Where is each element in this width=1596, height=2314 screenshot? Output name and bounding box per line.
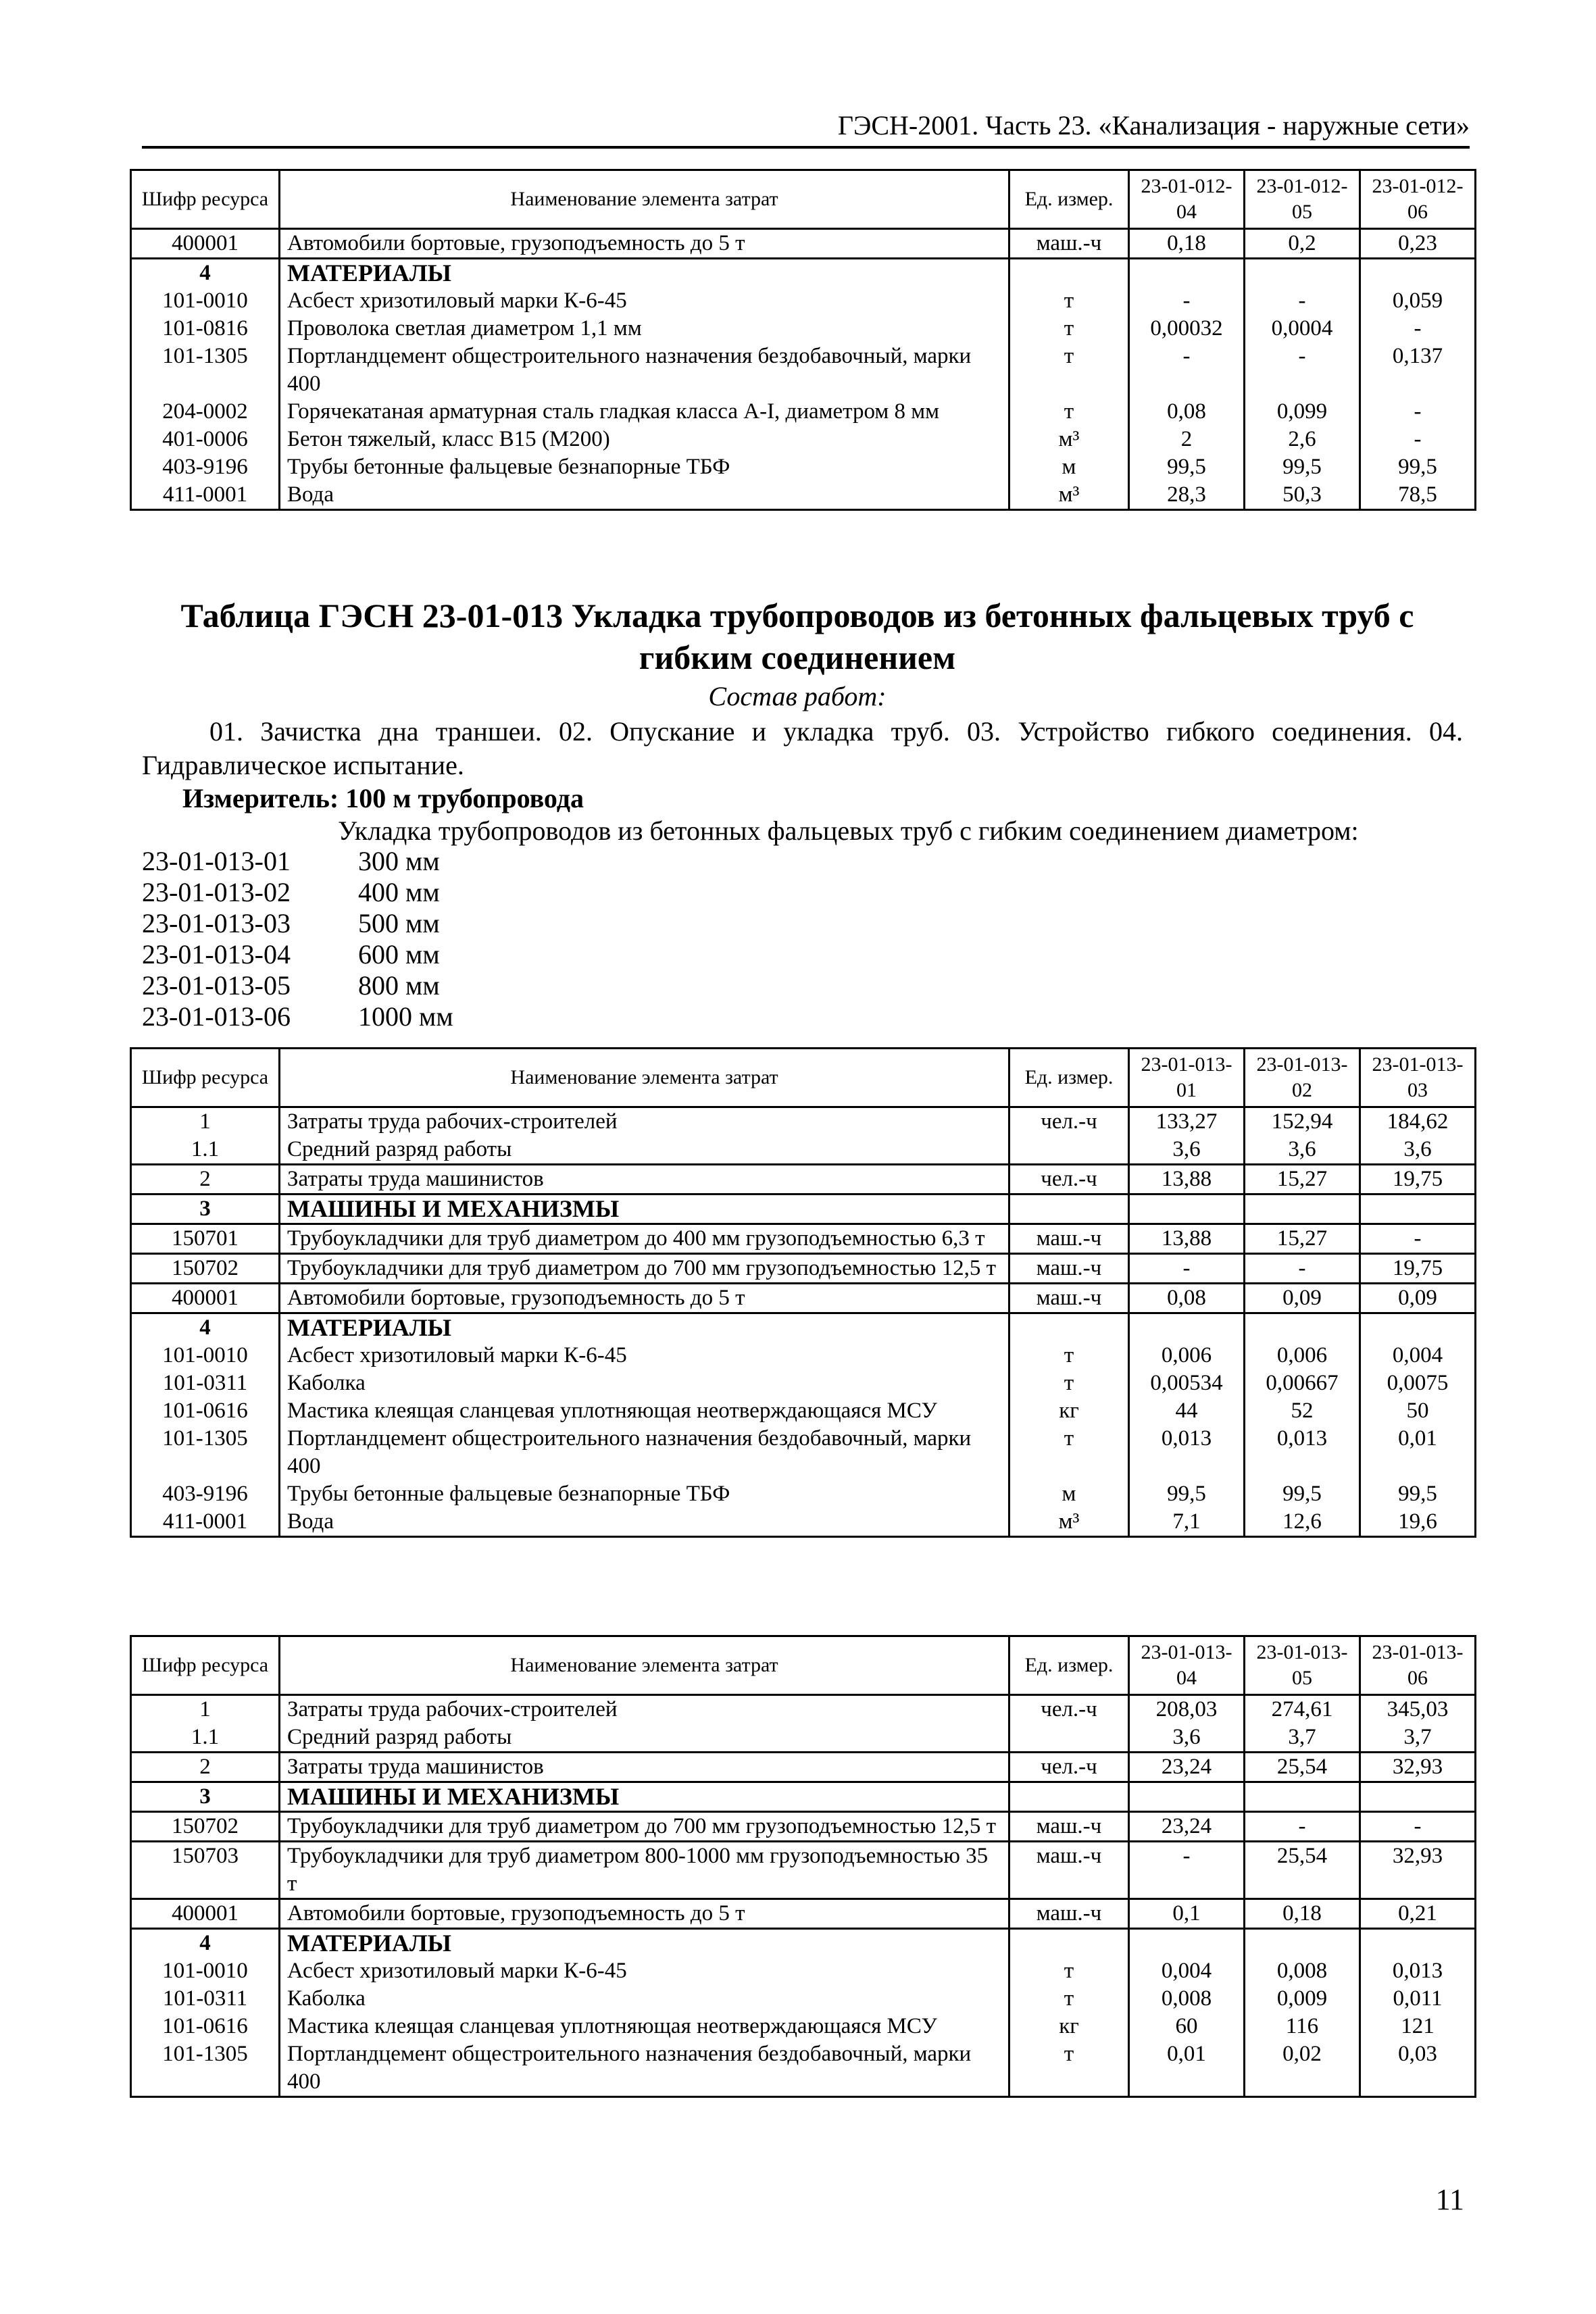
col-header-c1: 23-01-013-04 [1129,1636,1245,1695]
cell-value-3: 0,23 [1360,229,1476,259]
cost-table-013-a [130,1047,1476,1538]
cell-value-3: 32,93 [1360,1753,1476,1782]
cell-value-1 [1129,1313,1245,1342]
cell-value-2: 99,5 [1245,1480,1360,1508]
cell-unit: м³ [1009,481,1129,510]
cell-value-1: 13,88 [1129,1224,1245,1254]
col-header-code: Шифр ресурса [131,1636,280,1695]
price-item-diameter: 500 мм [358,908,440,938]
cell-value-2: 274,61 [1245,1695,1360,1724]
cell-unit: маш.-ч [1009,1842,1129,1899]
cell-unit: маш.-ч [1009,1224,1129,1254]
cell-value-1: - [1129,1254,1245,1284]
cell-value-1: 99,5 [1129,453,1245,481]
cell-code: 204-0002 [131,398,280,426]
cell-name: Портландцемент общестроительного назначения бездобавочный, марки 400 [280,343,1009,398]
price-list-item [142,846,453,877]
cell-value-3 [1360,1929,1476,1958]
cell-unit: т [1009,343,1129,398]
cell-unit: т [1009,398,1129,426]
cell-unit: т [1009,1369,1129,1397]
cell-code: 2 [131,1165,280,1194]
cell-value-2 [1245,1194,1360,1224]
cell-value-3: 0,03 [1360,2040,1476,2097]
cell-value-3: 32,93 [1360,1842,1476,1899]
cell-value-3: - [1360,1812,1476,1842]
cell-value-2 [1245,1782,1360,1812]
table-row [131,287,1476,315]
cell-code: 1.1 [131,1136,280,1165]
cell-unit: чел.-ч [1009,1753,1129,1782]
cell-name: Бетон тяжелый, класс В15 (М200) [280,426,1009,453]
cell-unit: т [1009,1342,1129,1369]
cell-value-3: 121 [1360,2013,1476,2040]
cell-value-3: 0,0075 [1360,1369,1476,1397]
cell-value-3: 0,059 [1360,287,1476,315]
table-row [131,259,1476,288]
cell-value-2: 0,009 [1245,1985,1360,2013]
cell-value-2: 0,02 [1245,2040,1360,2097]
price-item-diameter: 800 мм [358,970,440,1001]
cell-value-3: 0,09 [1360,1284,1476,1313]
cell-name: Затраты труда машинистов [280,1753,1009,1782]
price-item-diameter: 1000 мм [358,1001,453,1032]
cell-unit [1009,1136,1129,1165]
cell-value-1: 7,1 [1129,1508,1245,1537]
cell-name: Вода [280,481,1009,510]
cell-value-3: - [1360,315,1476,343]
cell-value-3: 99,5 [1360,1480,1476,1508]
cell-value-1 [1129,1194,1245,1224]
cell-unit: маш.-ч [1009,1812,1129,1842]
cell-value-2: 25,54 [1245,1753,1360,1782]
cell-unit [1009,1194,1129,1224]
cell-value-2: - [1245,1254,1360,1284]
cell-value-1 [1129,259,1245,288]
price-list [142,846,453,1032]
cell-value-1: 99,5 [1129,1480,1245,1508]
cell-value-2: 99,5 [1245,453,1360,481]
col-header-c3: 23-01-013-06 [1360,1636,1476,1695]
price-item-code: 23-01-013-04 [142,939,291,970]
cell-code: 101-0010 [131,287,280,315]
cell-name: Средний разряд работы [280,1136,1009,1165]
cell-unit: маш.-ч [1009,1254,1129,1284]
cell-name: Трубоукладчики для труб диаметром 800-1000 мм грузоподъемностью 35 т [280,1842,1009,1899]
cell-value-1: 0,00032 [1129,315,1245,343]
header-rule [142,146,1470,149]
cell-name: Каболка [280,1369,1009,1397]
cell-code: 101-0311 [131,1985,280,2013]
cell-code: 150702 [131,1812,280,1842]
cell-code: 101-0816 [131,315,280,343]
cell-code: 400001 [131,229,280,259]
cell-value-1: 3,6 [1129,1136,1245,1165]
cell-code: 101-1305 [131,1425,280,1480]
cell-value-3: - [1360,398,1476,426]
cell-value-3: 0,013 [1360,1957,1476,1985]
cell-unit: т [1009,1425,1129,1480]
cell-value-1: 0,18 [1129,229,1245,259]
cell-value-2 [1245,259,1360,288]
cell-value-2: - [1245,287,1360,315]
cell-value-2: 25,54 [1245,1842,1360,1899]
cell-value-2: 0,013 [1245,1425,1360,1480]
col-header-c1: 23-01-012-04 [1129,170,1245,229]
cell-unit: м³ [1009,426,1129,453]
page-number: 11 [1435,2183,1464,2216]
price-item-diameter: 600 мм [358,939,440,970]
price-item-code: 23-01-013-03 [142,908,291,938]
cell-value-1: 3,6 [1129,1724,1245,1753]
col-header-name: Наименование элемента затрат [280,1636,1009,1695]
table-row [131,1254,1476,1284]
cell-value-2: 0,09 [1245,1284,1360,1313]
cell-value-1: - [1129,1842,1245,1899]
price-list-item [142,970,453,1001]
cell-value-2: 0,00667 [1245,1369,1360,1397]
table-row [131,1985,1476,2013]
cell-unit [1009,1929,1129,1958]
cell-unit: чел.-ч [1009,1695,1129,1724]
price-item-diameter: 300 мм [358,846,440,876]
cell-code: 101-0616 [131,2013,280,2040]
col-header-unit: Ед. измер. [1009,170,1129,229]
cell-value-2: 0,008 [1245,1957,1360,1985]
col-header-unit: Ед. измер. [1009,1636,1129,1695]
cell-value-3 [1360,1782,1476,1812]
table-row [131,398,1476,426]
price-item-code: 23-01-013-05 [142,970,291,1001]
cell-name: Трубоукладчики для труб диаметром до 700 мм грузоподъемностью 12,5 т [280,1812,1009,1842]
cell-code: 3 [131,1194,280,1224]
table-row [131,426,1476,453]
cell-value-3 [1360,259,1476,288]
cell-code: 4 [131,1313,280,1342]
cell-value-3: 184,62 [1360,1107,1476,1136]
cell-name: Асбест хризотиловый марки К-6-45 [280,287,1009,315]
cell-value-3: 0,011 [1360,1985,1476,2013]
cell-value-2: 3,6 [1245,1136,1360,1165]
cell-value-2: 15,27 [1245,1165,1360,1194]
cell-value-3: 0,01 [1360,1425,1476,1480]
price-list-item [142,1001,453,1032]
cell-unit [1009,1782,1129,1812]
cell-value-3 [1360,1194,1476,1224]
cell-value-2: 12,6 [1245,1508,1360,1537]
cell-value-2 [1245,1929,1360,1958]
cell-code: 1.1 [131,1724,280,1753]
col-header-name: Наименование элемента затрат [280,170,1009,229]
table-row [131,1107,1476,1136]
cell-value-1: 208,03 [1129,1695,1245,1724]
cell-value-1: 13,88 [1129,1165,1245,1194]
table-row [131,1397,1476,1425]
price-list-item [142,908,453,939]
cell-value-1: 0,006 [1129,1342,1245,1369]
cell-code: 3 [131,1782,280,1812]
cell-value-1: 0,00534 [1129,1369,1245,1397]
cell-code: 403-9196 [131,453,280,481]
cell-name: Мастика клеящая сланцевая уплотняющая неотверждающаяся МСУ [280,1397,1009,1425]
cell-code: 101-1305 [131,343,280,398]
cell-unit: чел.-ч [1009,1107,1129,1136]
cell-name: МАТЕРИАЛЫ [280,259,1009,288]
cell-name: Вода [280,1508,1009,1537]
cell-name: Автомобили бортовые, грузоподъемность до 5 т [280,1284,1009,1313]
cell-name: Каболка [280,1985,1009,2013]
cell-name: Портландцемент общестроительного назначения бездобавочный, марки 400 [280,1425,1009,1480]
cell-name: Горячекатаная арматурная сталь гладкая класса А-I, диаметром 8 мм [280,398,1009,426]
cell-code: 101-1305 [131,2040,280,2097]
price-item-diameter: 400 мм [358,877,440,907]
cell-name: Автомобили бортовые, грузоподъемность до 5 т [280,1899,1009,1929]
table-header-row [131,170,1476,229]
cell-value-2: 116 [1245,2013,1360,2040]
cell-code: 101-0616 [131,1397,280,1425]
cell-code: 403-9196 [131,1480,280,1508]
table-row [131,1224,1476,1254]
cell-value-1: 0,004 [1129,1957,1245,1985]
cell-value-1: 0,01 [1129,2040,1245,2097]
cell-name: Портландцемент общестроительного назначения бездобавочный, марки 400 [280,2040,1009,2097]
price-list-intro: Укладка трубопроводов из бетонных фальцевых труб с гибким соединением диаметром: [338,815,1359,846]
cell-name: Автомобили бортовые, грузоподъемность до 5 т [280,229,1009,259]
table-row [131,1508,1476,1537]
col-header-unit: Ед. измер. [1009,1049,1129,1107]
cell-code: 4 [131,259,280,288]
table-row [131,1369,1476,1397]
cell-name: МАТЕРИАЛЫ [280,1313,1009,1342]
cell-code: 401-0006 [131,426,280,453]
table-row [131,1480,1476,1508]
cell-name: Асбест хризотиловый марки К-6-45 [280,1957,1009,1985]
table-row [131,1842,1476,1899]
cell-value-2: 15,27 [1245,1224,1360,1254]
cell-value-1: 0,008 [1129,1985,1245,2013]
cell-value-1: 44 [1129,1397,1245,1425]
col-header-code: Шифр ресурса [131,1049,280,1107]
cell-value-2 [1245,1313,1360,1342]
price-item-code: 23-01-013-06 [142,1001,291,1032]
cell-unit: маш.-ч [1009,1284,1129,1313]
cell-value-2: 0,2 [1245,229,1360,259]
cell-name: Мастика клеящая сланцевая уплотняющая неотверждающаяся МСУ [280,2013,1009,2040]
cell-value-3: 78,5 [1360,481,1476,510]
cell-unit: т [1009,2040,1129,2097]
cell-unit: м³ [1009,1508,1129,1537]
cell-value-2: 3,7 [1245,1724,1360,1753]
table-row [131,1782,1476,1812]
work-composition-text: 01. Зачистка дна траншеи. 02. Опускание и укладка труб. 03. Устройство гибкого соединения. 04. Гидравлическое испытание. [142,716,1463,780]
cell-value-3: 0,21 [1360,1899,1476,1929]
table-row [131,1957,1476,1985]
col-header-c3: 23-01-012-06 [1360,170,1476,229]
col-header-c2: 23-01-013-05 [1245,1636,1360,1695]
cell-value-3: 19,75 [1360,1165,1476,1194]
cost-table-013-b [130,1635,1476,2098]
cell-code: 400001 [131,1899,280,1929]
cell-name: Трубоукладчики для труб диаметром до 400 мм грузоподъемностью 6,3 т [280,1224,1009,1254]
cell-code: 150702 [131,1254,280,1284]
table-row [131,229,1476,259]
cell-unit: маш.-ч [1009,1899,1129,1929]
cell-value-1: 0,08 [1129,398,1245,426]
cell-value-2: - [1245,1812,1360,1842]
cell-value-1: 0,08 [1129,1284,1245,1313]
cell-value-1: 28,3 [1129,481,1245,510]
table-row [131,1284,1476,1313]
col-header-name: Наименование элемента затрат [280,1049,1009,1107]
cell-unit: маш.-ч [1009,229,1129,259]
cell-value-1 [1129,1929,1245,1958]
cell-code: 101-0311 [131,1369,280,1397]
cell-value-1: 2 [1129,426,1245,453]
table-row [131,1136,1476,1165]
cell-unit: т [1009,315,1129,343]
cell-value-3: 0,004 [1360,1342,1476,1369]
table-row [131,481,1476,510]
cell-value-1: 133,27 [1129,1107,1245,1136]
cell-value-3: - [1360,1224,1476,1254]
cell-value-2: 50,3 [1245,481,1360,510]
cell-unit: т [1009,1957,1129,1985]
cell-value-1: 60 [1129,2013,1245,2040]
table-row [131,1812,1476,1842]
cell-value-1: 0,013 [1129,1425,1245,1480]
cell-name: МАТЕРИАЛЫ [280,1929,1009,1958]
price-item-code: 23-01-013-02 [142,877,291,907]
cell-value-3: 345,03 [1360,1695,1476,1724]
cell-name: Затраты труда машинистов [280,1165,1009,1194]
col-header-c2: 23-01-012-05 [1245,170,1360,229]
cell-code: 400001 [131,1284,280,1313]
section-title: Таблица ГЭСН 23-01-013 Укладка трубопроводов из бетонных фальцевых труб с гибким соединением [180,597,1414,676]
cell-code: 101-0010 [131,1342,280,1369]
table-row [131,1899,1476,1929]
cell-value-1: - [1129,343,1245,398]
cell-value-3: 50 [1360,1397,1476,1425]
cell-value-1: 23,24 [1129,1753,1245,1782]
running-header: ГЭСН-2001. Часть 23. «Канализация - наружные сети» [837,110,1470,141]
cell-code: 4 [131,1929,280,1958]
table-header-row [131,1636,1476,1695]
cell-code: 411-0001 [131,1508,280,1537]
cell-name: Асбест хризотиловый марки К-6-45 [280,1342,1009,1369]
table-row [131,1165,1476,1194]
cell-name: Трубы бетонные фальцевые безнапорные ТБФ [280,1480,1009,1508]
col-header-c1: 23-01-013-01 [1129,1049,1245,1107]
table-row [131,2040,1476,2097]
price-list-item [142,939,453,970]
cell-value-1 [1129,1782,1245,1812]
cell-name: Трубы бетонные фальцевые безнапорные ТБФ [280,453,1009,481]
cell-value-3 [1360,1313,1476,1342]
price-list-item [142,877,453,908]
cell-unit: чел.-ч [1009,1165,1129,1194]
table-row [131,1724,1476,1753]
cell-name: Затраты труда рабочих-строителей [280,1695,1009,1724]
cell-value-1: - [1129,287,1245,315]
cell-unit: м [1009,453,1129,481]
cell-code: 1 [131,1695,280,1724]
cell-unit: т [1009,1985,1129,2013]
cell-value-1: 0,1 [1129,1899,1245,1929]
cell-value-2: 52 [1245,1397,1360,1425]
cell-value-2: - [1245,343,1360,398]
cell-name: Трубоукладчики для труб диаметром до 700 мм грузоподъемностью 12,5 т [280,1254,1009,1284]
table-row [131,2013,1476,2040]
cell-value-3: 3,7 [1360,1724,1476,1753]
col-header-c2: 23-01-013-02 [1245,1049,1360,1107]
cell-value-2: 0,0004 [1245,315,1360,343]
cell-value-3: 99,5 [1360,453,1476,481]
table-row [131,1929,1476,1958]
cell-name: Проволока светлая диаметром 1,1 мм [280,315,1009,343]
table-row [131,1342,1476,1369]
cell-unit [1009,1313,1129,1342]
cell-value-2: 0,006 [1245,1342,1360,1369]
cell-value-2: 2,6 [1245,426,1360,453]
cell-value-3: 19,6 [1360,1508,1476,1537]
cell-code: 150703 [131,1842,280,1899]
cell-unit: т [1009,287,1129,315]
price-item-code: 23-01-013-01 [142,846,291,876]
cell-value-3: - [1360,426,1476,453]
cell-name: МАШИНЫ И МЕХАНИЗМЫ [280,1194,1009,1224]
cell-code: 150701 [131,1224,280,1254]
cost-table-012 [130,169,1476,511]
table-header-row [131,1049,1476,1107]
col-header-code: Шифр ресурса [131,170,280,229]
cell-value-2: 152,94 [1245,1107,1360,1136]
table-row [131,1313,1476,1342]
cell-unit [1009,1724,1129,1753]
cell-code: 1 [131,1107,280,1136]
cell-value-3: 19,75 [1360,1254,1476,1284]
table-row [131,453,1476,481]
cell-value-3: 3,6 [1360,1136,1476,1165]
table-row [131,1194,1476,1224]
cell-name: Затраты труда рабочих-строителей [280,1107,1009,1136]
cell-value-2: 0,099 [1245,398,1360,426]
cell-value-2: 0,18 [1245,1899,1360,1929]
work-composition-heading: Состав работ: [708,681,887,711]
cell-code: 2 [131,1753,280,1782]
cell-unit: кг [1009,2013,1129,2040]
table-row [131,315,1476,343]
cell-unit: кг [1009,1397,1129,1425]
table-row [131,343,1476,398]
table-row [131,1695,1476,1724]
cell-unit: м [1009,1480,1129,1508]
cell-name: МАШИНЫ И МЕХАНИЗМЫ [280,1782,1009,1812]
col-header-c3: 23-01-013-03 [1360,1049,1476,1107]
cell-name: Средний разряд работы [280,1724,1009,1753]
cell-unit [1009,259,1129,288]
cell-code: 411-0001 [131,481,280,510]
cell-value-3: 0,137 [1360,343,1476,398]
cell-value-1: 23,24 [1129,1812,1245,1842]
unit-of-measure: Измеритель: 100 м трубопровода [182,783,584,813]
table-row [131,1753,1476,1782]
table-row [131,1425,1476,1480]
cell-code: 101-0010 [131,1957,280,1985]
